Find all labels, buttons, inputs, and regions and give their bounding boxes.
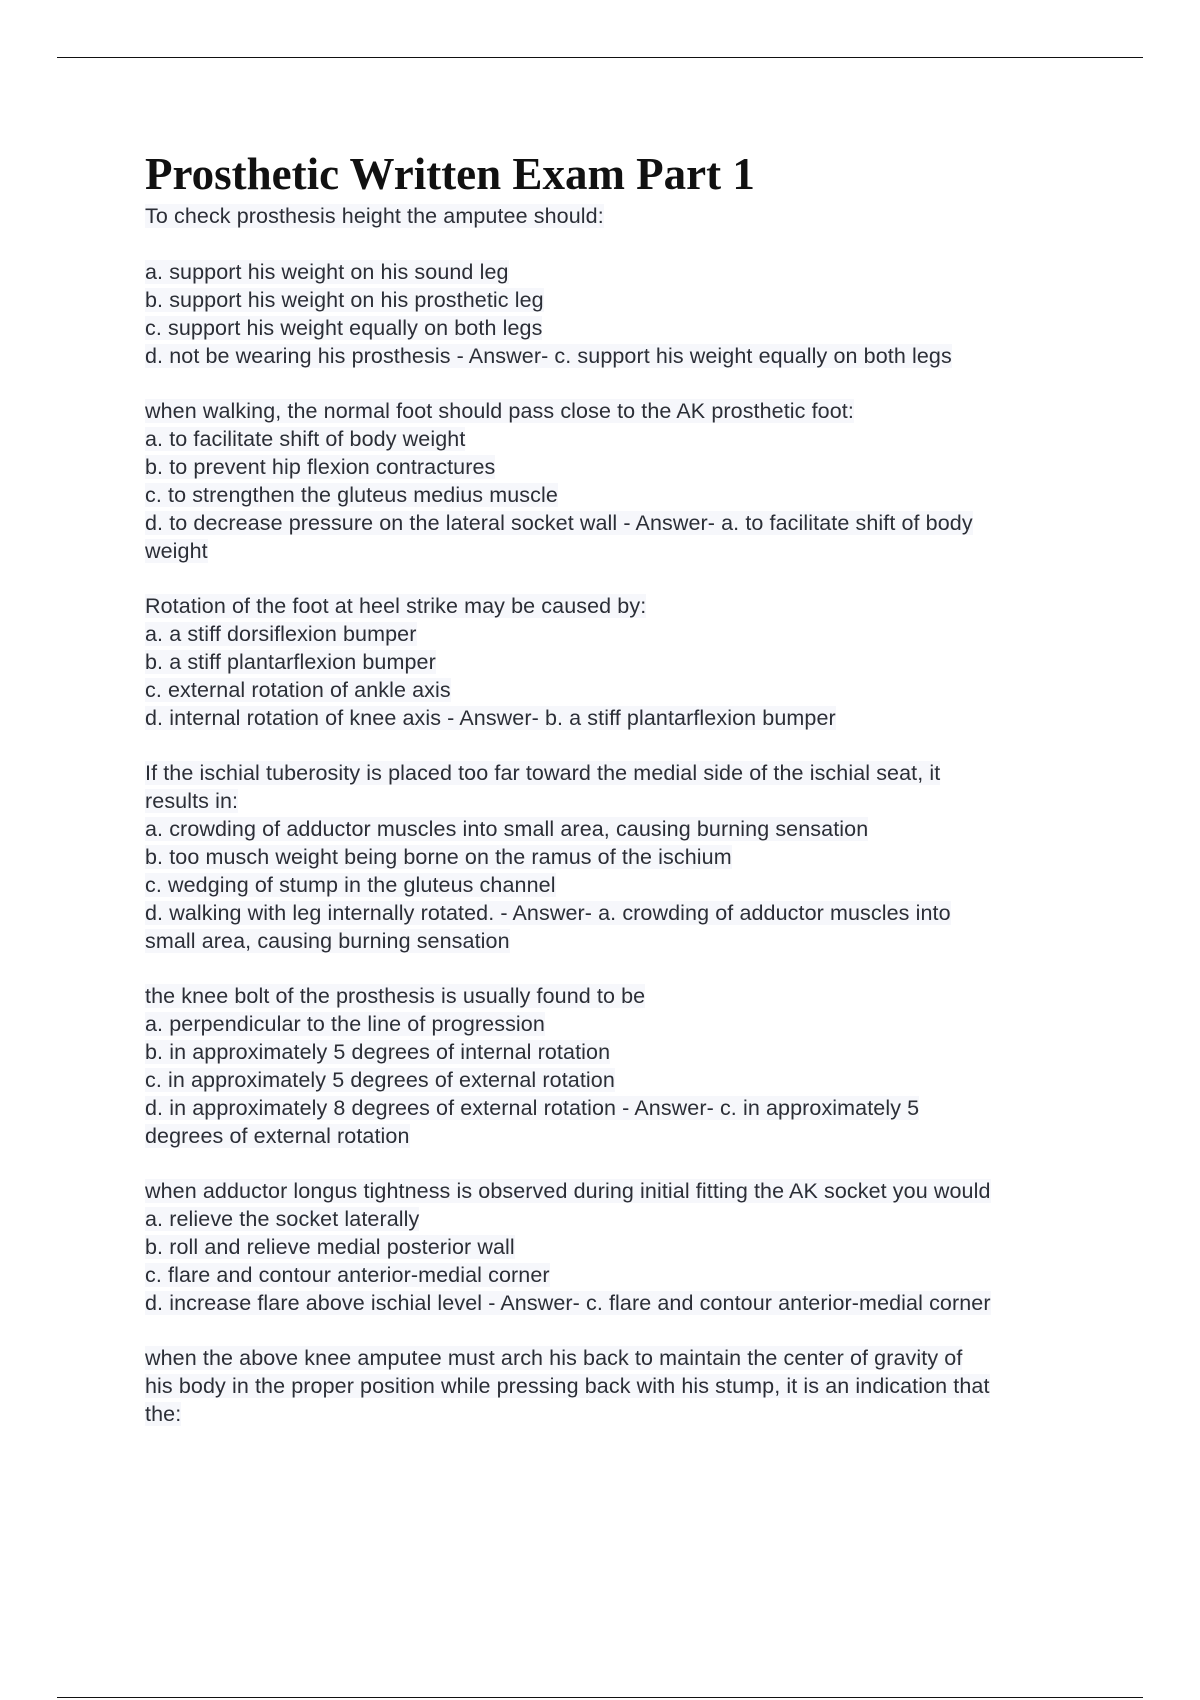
line-text: b. too musch weight being borne on the ramus of the ischium xyxy=(145,845,732,869)
question-line xyxy=(145,258,1095,286)
question-line xyxy=(145,899,1095,927)
question-line xyxy=(145,704,1095,732)
line-text: d. increase flare above ischial level - Answer- c. flare and contour anterior-medial corner xyxy=(145,1291,991,1315)
line-text: the: xyxy=(145,1402,182,1426)
line-text: b. roll and relieve medial posterior wall xyxy=(145,1235,515,1259)
line-text: d. walking with leg internally rotated. - Answer- a. crowding of adductor muscles into xyxy=(145,901,951,925)
line-text: the knee bolt of the prosthesis is usually found to be xyxy=(145,984,646,1008)
line-text: d. internal rotation of knee axis - Answer- b. a stiff plantarflexion bumper xyxy=(145,706,836,730)
document-body xyxy=(145,146,1095,1455)
question-block xyxy=(145,759,1095,955)
line-text: c. to strengthen the gluteus medius muscle xyxy=(145,483,558,507)
question-line xyxy=(145,1289,1095,1317)
question-text xyxy=(145,1177,1095,1205)
line-text: Rotation of the foot at heel strike may be caused by: xyxy=(145,594,647,618)
question-text xyxy=(145,202,1095,230)
question-line xyxy=(145,1400,1095,1428)
question-line xyxy=(145,481,1095,509)
line-text: a. crowding of adductor muscles into small area, causing burning sensation xyxy=(145,817,869,841)
line-text: degrees of external rotation xyxy=(145,1124,410,1148)
question-block xyxy=(145,592,1095,732)
line-text: weight xyxy=(145,539,208,563)
question-line xyxy=(145,286,1095,314)
question-text xyxy=(145,1344,1095,1372)
line-text: a. to facilitate shift of body weight xyxy=(145,427,466,451)
question-line xyxy=(145,927,1095,955)
question-line xyxy=(145,509,1095,537)
line-text: d. to decrease pressure on the lateral socket wall - Answer- a. to facilitate shift of body xyxy=(145,511,973,535)
line-text: d. not be wearing his prosthesis - Answer- c. support his weight equally on both legs xyxy=(145,344,952,368)
line-text: To check prosthesis height the amputee should: xyxy=(145,204,604,228)
top-rule xyxy=(57,57,1143,58)
question-line xyxy=(145,1233,1095,1261)
question-block xyxy=(145,982,1095,1150)
line-text: small area, causing burning sensation xyxy=(145,929,510,953)
blank-line xyxy=(145,230,1095,258)
question-line xyxy=(145,843,1095,871)
line-text: a. a stiff dorsiflexion bumper xyxy=(145,622,417,646)
question-line xyxy=(145,1372,1095,1400)
line-text: b. a stiff plantarflexion bumper xyxy=(145,650,436,674)
question-line xyxy=(145,620,1095,648)
line-text: when adductor longus tightness is observed during initial fitting the AK socket you would xyxy=(145,1179,991,1203)
line-text: b. support his weight on his prosthetic leg xyxy=(145,288,544,312)
line-text: c. flare and contour anterior-medial corner xyxy=(145,1263,550,1287)
question-line xyxy=(145,1261,1095,1289)
question-text xyxy=(145,982,1095,1010)
question-line xyxy=(145,1094,1095,1122)
question-line xyxy=(145,537,1095,565)
question-text xyxy=(145,759,1095,787)
question-line xyxy=(145,648,1095,676)
line-text: c. in approximately 5 degrees of external rotation xyxy=(145,1068,615,1092)
line-text: c. wedging of stump in the gluteus channel xyxy=(145,873,556,897)
line-text: If the ischial tuberosity is placed too far toward the medial side of the ischial seat, it xyxy=(145,761,941,785)
question-line xyxy=(145,1066,1095,1094)
line-text: his body in the proper position while pressing back with his stump, it is an indication that xyxy=(145,1374,990,1398)
question-text xyxy=(145,592,1095,620)
bottom-rule xyxy=(57,1697,1143,1698)
line-text: a. relieve the socket laterally xyxy=(145,1207,420,1231)
document-title: Prosthetic Written Exam Part 1 xyxy=(145,149,755,199)
question-line xyxy=(145,342,1095,370)
line-text: a. perpendicular to the line of progression xyxy=(145,1012,545,1036)
question-line xyxy=(145,676,1095,704)
question-list xyxy=(145,202,1095,1428)
question-line xyxy=(145,453,1095,481)
question-block xyxy=(145,202,1095,370)
line-text: d. in approximately 8 degrees of external rotation - Answer- c. in approximately 5 xyxy=(145,1096,920,1120)
line-text: a. support his weight on his sound leg xyxy=(145,260,509,284)
question-line xyxy=(145,1205,1095,1233)
question-line xyxy=(145,787,1095,815)
question-block xyxy=(145,1344,1095,1428)
line-text: c. support his weight equally on both legs xyxy=(145,316,543,340)
question-line xyxy=(145,871,1095,899)
question-line xyxy=(145,314,1095,342)
line-text: c. external rotation of ankle axis xyxy=(145,678,451,702)
question-line xyxy=(145,1122,1095,1150)
question-block xyxy=(145,397,1095,565)
line-text: when walking, the normal foot should pass close to the AK prosthetic foot: xyxy=(145,399,854,423)
line-text: b. in approximately 5 degrees of internal rotation xyxy=(145,1040,611,1064)
question-line xyxy=(145,1038,1095,1066)
question-block xyxy=(145,1177,1095,1317)
question-text xyxy=(145,397,1095,425)
line-text: results in: xyxy=(145,789,239,813)
question-line xyxy=(145,1010,1095,1038)
line-text: when the above knee amputee must arch his back to maintain the center of gravity of xyxy=(145,1346,963,1370)
line-text: b. to prevent hip flexion contractures xyxy=(145,455,496,479)
question-line xyxy=(145,815,1095,843)
question-line xyxy=(145,425,1095,453)
